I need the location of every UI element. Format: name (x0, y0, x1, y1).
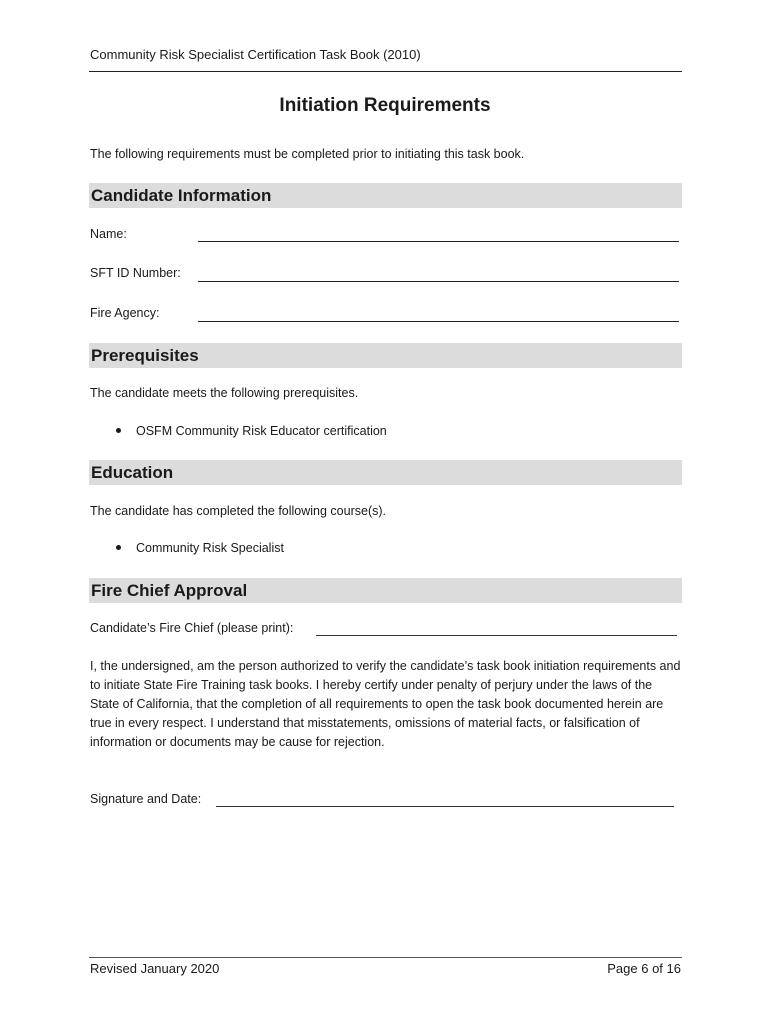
section-fire-chief-approval (89, 578, 682, 603)
list-item (116, 424, 387, 438)
section-candidate-information (89, 183, 682, 208)
section-heading: Candidate Information (91, 186, 272, 205)
list-item-text: Community Risk Specialist (136, 541, 284, 555)
list-item-text: OSFM Community Risk Educator certification (136, 424, 387, 438)
bullet-icon (116, 428, 121, 433)
fire-agency-field[interactable] (198, 321, 679, 322)
section-heading: Fire Chief Approval (91, 581, 248, 600)
running-header: Community Risk Specialist Certification Task Book (2010) (90, 47, 421, 62)
education-text: The candidate has completed the following course(s). (90, 504, 386, 518)
section-prerequisites (89, 343, 682, 368)
signature-date-field[interactable] (216, 806, 674, 807)
fire-chief-label: Candidate’s Fire Chief (please print): (90, 621, 294, 635)
footer-revised: Revised January 2020 (90, 961, 220, 976)
footer-rule (89, 957, 682, 958)
bullet-icon (116, 545, 121, 550)
page-title: Initiation Requirements (279, 95, 491, 116)
footer-page-number: Page 6 of 16 (607, 961, 681, 976)
header-rule (89, 71, 682, 72)
section-heading: Prerequisites (91, 346, 199, 365)
fire-chief-field[interactable] (316, 635, 677, 636)
signature-label: Signature and Date: (90, 792, 202, 806)
fire-agency-label: Fire Agency: (90, 306, 160, 320)
name-field[interactable] (198, 241, 679, 242)
sft-id-field[interactable] (198, 281, 679, 282)
certification-statement: I, the undersigned, am the person authorized to verify the candidate’s task book initiation requirements and to initiate State Fire Training task books. I hereby certify under penalty of perjury under the laws of the State of California, that the completion of all requirements to open the task book documented herein are true in every respect. I understand that misstatements, omissions of material facts, or falsification of information or documents may be cause for rejection. (90, 659, 681, 749)
sft-id-label: SFT ID Number: (90, 266, 181, 280)
section-heading: Education (91, 463, 174, 482)
list-item (116, 541, 284, 555)
prerequisites-text: The candidate meets the following prerequisites. (90, 386, 359, 400)
intro-text: The following requirements must be completed prior to initiating this task book. (90, 147, 525, 161)
name-label: Name: (90, 227, 127, 241)
section-education (89, 460, 682, 485)
